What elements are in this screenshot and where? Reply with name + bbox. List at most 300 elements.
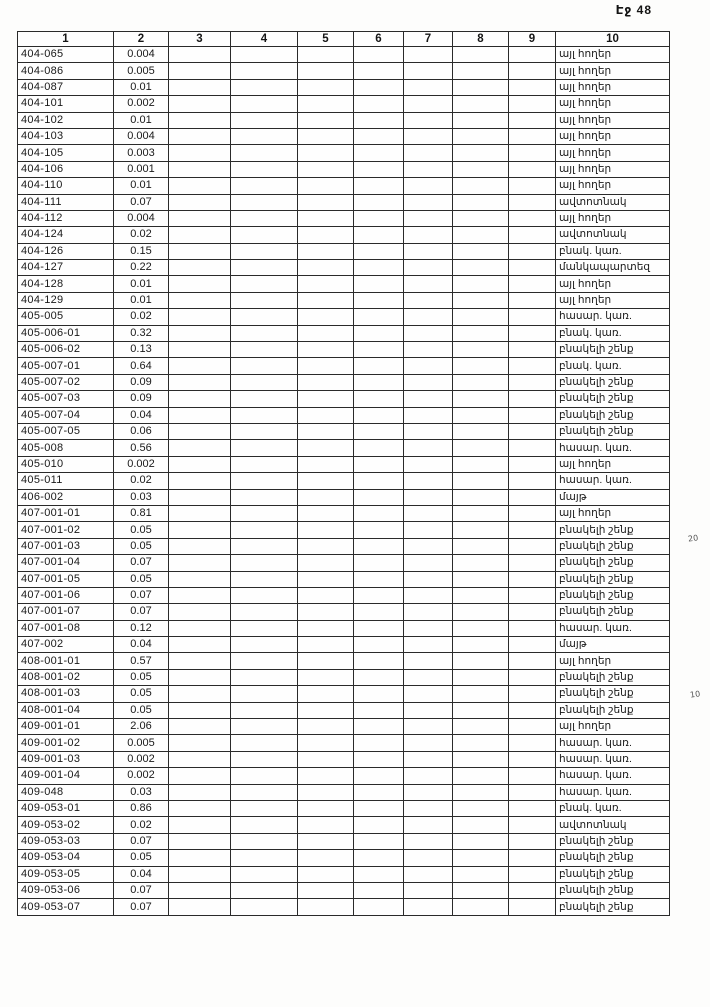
empty-cell — [509, 161, 556, 177]
empty-cell — [404, 374, 453, 390]
parcel-code-cell: 404-087 — [18, 79, 114, 95]
handwritten-margin-note: 20 — [687, 533, 699, 544]
empty-cell — [231, 161, 298, 177]
empty-cell — [169, 522, 231, 538]
land-use-category-cell: հասար. կառ. — [556, 735, 670, 751]
area-value-cell: 0.05 — [114, 702, 169, 718]
empty-cell — [169, 112, 231, 128]
empty-cell — [453, 374, 509, 390]
empty-cell — [231, 620, 298, 636]
table-header-row — [18, 32, 670, 47]
empty-cell — [509, 243, 556, 259]
empty-cell — [453, 210, 509, 226]
empty-cell — [453, 604, 509, 620]
table-row — [18, 276, 670, 292]
empty-cell — [298, 571, 354, 587]
empty-cell — [354, 555, 404, 571]
empty-cell — [453, 96, 509, 112]
area-value-cell: 0.005 — [114, 735, 169, 751]
parcel-code-cell: 407-001-05 — [18, 571, 114, 587]
empty-cell — [404, 473, 453, 489]
empty-cell — [509, 899, 556, 915]
empty-cell — [453, 538, 509, 554]
empty-cell — [354, 817, 404, 833]
empty-cell — [231, 702, 298, 718]
land-use-category-cell: ավտոտնակ — [556, 817, 670, 833]
empty-cell — [509, 489, 556, 505]
empty-cell — [453, 800, 509, 816]
empty-cell — [453, 735, 509, 751]
empty-cell — [404, 407, 453, 423]
parcel-code-cell: 407-001-08 — [18, 620, 114, 636]
empty-cell — [509, 391, 556, 407]
parcel-code-cell: 404-111 — [18, 194, 114, 210]
empty-cell — [509, 882, 556, 898]
empty-cell — [404, 587, 453, 603]
empty-cell — [231, 112, 298, 128]
parcel-code-cell: 405-011 — [18, 473, 114, 489]
land-use-category-cell: բնակելի շենք — [556, 882, 670, 898]
empty-cell — [404, 161, 453, 177]
empty-cell — [298, 63, 354, 79]
empty-cell — [298, 194, 354, 210]
land-use-category-cell: բնակելի շենք — [556, 391, 670, 407]
empty-cell — [354, 604, 404, 620]
empty-cell — [298, 702, 354, 718]
parcel-code-cell: 409-053-05 — [18, 866, 114, 882]
empty-cell — [509, 587, 556, 603]
empty-cell — [298, 751, 354, 767]
table-row — [18, 79, 670, 95]
empty-cell — [298, 47, 354, 63]
parcel-code-cell: 407-001-07 — [18, 604, 114, 620]
table-row — [18, 751, 670, 767]
land-use-category-cell: բնակելի շենք — [556, 850, 670, 866]
empty-cell — [298, 653, 354, 669]
empty-cell — [453, 145, 509, 161]
empty-cell — [404, 276, 453, 292]
parcel-code-cell: 405-007-04 — [18, 407, 114, 423]
parcel-code-cell: 408-001-02 — [18, 669, 114, 685]
empty-cell — [169, 243, 231, 259]
empty-cell — [354, 833, 404, 849]
land-use-category-cell: հասար. կառ. — [556, 768, 670, 784]
empty-cell — [453, 47, 509, 63]
empty-cell — [509, 79, 556, 95]
empty-cell — [453, 882, 509, 898]
table-row — [18, 243, 670, 259]
empty-cell — [169, 391, 231, 407]
empty-cell — [453, 768, 509, 784]
parcel-code-cell: 404-105 — [18, 145, 114, 161]
column-header: 1 — [18, 32, 114, 47]
empty-cell — [169, 473, 231, 489]
empty-cell — [404, 128, 453, 144]
empty-cell — [169, 358, 231, 374]
land-use-category-cell: մայթ — [556, 637, 670, 653]
table-row — [18, 850, 670, 866]
table-row — [18, 309, 670, 325]
empty-cell — [231, 784, 298, 800]
area-value-cell: 0.06 — [114, 423, 169, 439]
land-use-category-cell: այլ հողեր — [556, 63, 670, 79]
empty-cell — [509, 866, 556, 882]
empty-cell — [354, 161, 404, 177]
land-use-category-cell: բնակելի շենք — [556, 538, 670, 554]
empty-cell — [231, 850, 298, 866]
empty-cell — [509, 260, 556, 276]
area-value-cell: 0.04 — [114, 637, 169, 653]
parcel-code-cell: 409-048 — [18, 784, 114, 800]
area-value-cell: 0.05 — [114, 571, 169, 587]
empty-cell — [231, 276, 298, 292]
empty-cell — [404, 882, 453, 898]
empty-cell — [354, 276, 404, 292]
land-use-category-cell: ավտոտնակ — [556, 227, 670, 243]
empty-cell — [354, 227, 404, 243]
empty-cell — [509, 227, 556, 243]
table-row — [18, 702, 670, 718]
empty-cell — [453, 522, 509, 538]
land-use-category-cell: բնակելի շենք — [556, 899, 670, 915]
table-row — [18, 128, 670, 144]
empty-cell — [231, 489, 298, 505]
area-value-cell: 0.07 — [114, 587, 169, 603]
parcel-code-cell: 409-053-07 — [18, 899, 114, 915]
parcel-code-cell: 409-001-01 — [18, 719, 114, 735]
empty-cell — [354, 587, 404, 603]
table-row — [18, 63, 670, 79]
land-use-category-cell: բնակելի շենք — [556, 423, 670, 439]
empty-cell — [354, 112, 404, 128]
empty-cell — [298, 899, 354, 915]
parcel-code-cell: 407-001-04 — [18, 555, 114, 571]
table-row — [18, 96, 670, 112]
empty-cell — [231, 325, 298, 341]
land-use-category-cell: այլ հողեր — [556, 653, 670, 669]
empty-cell — [231, 882, 298, 898]
empty-cell — [298, 735, 354, 751]
table-row — [18, 669, 670, 685]
empty-cell — [169, 79, 231, 95]
parcel-code-cell: 404-103 — [18, 128, 114, 144]
empty-cell — [231, 292, 298, 308]
empty-cell — [231, 210, 298, 226]
empty-cell — [354, 571, 404, 587]
empty-cell — [169, 161, 231, 177]
area-value-cell: 0.002 — [114, 456, 169, 472]
empty-cell — [298, 538, 354, 554]
empty-cell — [453, 866, 509, 882]
empty-cell — [169, 276, 231, 292]
table-row — [18, 784, 670, 800]
empty-cell — [404, 620, 453, 636]
table-row — [18, 620, 670, 636]
empty-cell — [354, 440, 404, 456]
empty-cell — [298, 358, 354, 374]
empty-cell — [453, 587, 509, 603]
empty-cell — [231, 768, 298, 784]
empty-cell — [169, 210, 231, 226]
parcel-code-cell: 409-053-01 — [18, 800, 114, 816]
empty-cell — [169, 719, 231, 735]
area-value-cell: 0.02 — [114, 227, 169, 243]
empty-cell — [453, 260, 509, 276]
land-use-category-cell: այլ հողեր — [556, 276, 670, 292]
empty-cell — [354, 866, 404, 882]
empty-cell — [404, 342, 453, 358]
empty-cell — [169, 800, 231, 816]
area-value-cell: 0.05 — [114, 686, 169, 702]
empty-cell — [509, 178, 556, 194]
land-use-category-cell: այլ հողեր — [556, 505, 670, 521]
empty-cell — [354, 47, 404, 63]
parcel-code-cell: 409-001-04 — [18, 768, 114, 784]
parcel-code-cell: 404-102 — [18, 112, 114, 128]
empty-cell — [509, 850, 556, 866]
empty-cell — [231, 243, 298, 259]
empty-cell — [354, 719, 404, 735]
empty-cell — [509, 407, 556, 423]
column-header: 10 — [556, 32, 670, 47]
empty-cell — [354, 784, 404, 800]
empty-cell — [231, 456, 298, 472]
area-value-cell: 0.002 — [114, 768, 169, 784]
land-use-category-cell: բնակ. կառ. — [556, 325, 670, 341]
table-row — [18, 342, 670, 358]
table-row — [18, 538, 670, 554]
parcel-code-cell: 409-053-03 — [18, 833, 114, 849]
empty-cell — [169, 489, 231, 505]
land-use-category-cell: հասար. կառ. — [556, 751, 670, 767]
land-use-category-cell: բնակելի շենք — [556, 571, 670, 587]
parcel-code-cell: 405-005 — [18, 309, 114, 325]
empty-cell — [169, 538, 231, 554]
empty-cell — [404, 178, 453, 194]
empty-cell — [298, 210, 354, 226]
empty-cell — [509, 653, 556, 669]
area-value-cell: 0.002 — [114, 751, 169, 767]
area-value-cell: 0.05 — [114, 669, 169, 685]
area-value-cell: 0.57 — [114, 653, 169, 669]
empty-cell — [509, 210, 556, 226]
land-use-category-cell: բնակելի շենք — [556, 555, 670, 571]
empty-cell — [404, 866, 453, 882]
empty-cell — [169, 604, 231, 620]
table-row — [18, 735, 670, 751]
land-use-category-cell: հասար. կառ. — [556, 784, 670, 800]
empty-cell — [298, 128, 354, 144]
empty-cell — [404, 604, 453, 620]
column-header: 7 — [404, 32, 453, 47]
empty-cell — [509, 358, 556, 374]
empty-cell — [509, 817, 556, 833]
empty-cell — [453, 555, 509, 571]
empty-cell — [298, 374, 354, 390]
empty-cell — [453, 456, 509, 472]
empty-cell — [453, 505, 509, 521]
land-use-category-cell: հասար. կառ. — [556, 440, 670, 456]
empty-cell — [169, 47, 231, 63]
land-use-category-cell: ավտոտնակ — [556, 194, 670, 210]
table-row — [18, 522, 670, 538]
empty-cell — [509, 686, 556, 702]
empty-cell — [509, 96, 556, 112]
empty-cell — [298, 555, 354, 571]
area-value-cell: 0.04 — [114, 407, 169, 423]
land-use-category-cell: բնակելի շենք — [556, 587, 670, 603]
empty-cell — [354, 735, 404, 751]
empty-cell — [169, 784, 231, 800]
parcel-code-cell: 405-006-01 — [18, 325, 114, 341]
land-use-category-cell: հասար. կառ. — [556, 309, 670, 325]
parcel-code-cell: 407-001-02 — [18, 522, 114, 538]
empty-cell — [354, 850, 404, 866]
empty-cell — [169, 637, 231, 653]
empty-cell — [354, 653, 404, 669]
parcel-code-cell: 404-101 — [18, 96, 114, 112]
table-row — [18, 440, 670, 456]
empty-cell — [169, 456, 231, 472]
empty-cell — [509, 571, 556, 587]
empty-cell — [169, 702, 231, 718]
empty-cell — [169, 669, 231, 685]
empty-cell — [404, 227, 453, 243]
parcel-code-cell: 404-086 — [18, 63, 114, 79]
table-row — [18, 800, 670, 816]
empty-cell — [509, 833, 556, 849]
empty-cell — [404, 194, 453, 210]
empty-cell — [354, 342, 404, 358]
land-use-category-cell: այլ հողեր — [556, 112, 670, 128]
area-value-cell: 0.004 — [114, 47, 169, 63]
empty-cell — [509, 768, 556, 784]
empty-cell — [354, 292, 404, 308]
area-value-cell: 0.02 — [114, 309, 169, 325]
land-use-category-cell: բնակելի շենք — [556, 866, 670, 882]
empty-cell — [354, 686, 404, 702]
column-header: 9 — [509, 32, 556, 47]
empty-cell — [453, 194, 509, 210]
empty-cell — [453, 342, 509, 358]
empty-cell — [169, 407, 231, 423]
area-value-cell: 0.001 — [114, 161, 169, 177]
table-row — [18, 407, 670, 423]
empty-cell — [354, 243, 404, 259]
empty-cell — [169, 309, 231, 325]
empty-cell — [354, 358, 404, 374]
area-value-cell: 0.07 — [114, 899, 169, 915]
empty-cell — [298, 833, 354, 849]
empty-cell — [298, 620, 354, 636]
empty-cell — [453, 686, 509, 702]
empty-cell — [169, 63, 231, 79]
area-value-cell: 0.12 — [114, 620, 169, 636]
parcel-code-cell: 405-007-05 — [18, 423, 114, 439]
empty-cell — [404, 358, 453, 374]
empty-cell — [231, 719, 298, 735]
area-value-cell: 0.07 — [114, 604, 169, 620]
area-value-cell: 0.15 — [114, 243, 169, 259]
parcel-code-cell: 405-010 — [18, 456, 114, 472]
area-value-cell: 0.05 — [114, 850, 169, 866]
land-use-category-cell: բնակելի շենք — [556, 522, 670, 538]
empty-cell — [354, 505, 404, 521]
empty-cell — [354, 325, 404, 341]
empty-cell — [298, 276, 354, 292]
empty-cell — [298, 800, 354, 816]
empty-cell — [169, 96, 231, 112]
table-row — [18, 473, 670, 489]
area-value-cell: 0.03 — [114, 784, 169, 800]
empty-cell — [354, 522, 404, 538]
parcel-code-cell: 409-001-02 — [18, 735, 114, 751]
empty-cell — [354, 751, 404, 767]
empty-cell — [509, 538, 556, 554]
parcel-code-cell: 407-001-06 — [18, 587, 114, 603]
empty-cell — [354, 194, 404, 210]
empty-cell — [404, 784, 453, 800]
empty-cell — [231, 391, 298, 407]
empty-cell — [354, 309, 404, 325]
empty-cell — [231, 358, 298, 374]
empty-cell — [354, 800, 404, 816]
empty-cell — [169, 587, 231, 603]
table-row — [18, 423, 670, 439]
empty-cell — [231, 505, 298, 521]
land-use-category-cell: այլ հողեր — [556, 456, 670, 472]
area-value-cell: 0.64 — [114, 358, 169, 374]
parcel-code-cell: 405-007-01 — [18, 358, 114, 374]
empty-cell — [404, 456, 453, 472]
empty-cell — [509, 456, 556, 472]
parcel-code-cell: 404-124 — [18, 227, 114, 243]
empty-cell — [509, 325, 556, 341]
empty-cell — [298, 784, 354, 800]
empty-cell — [298, 243, 354, 259]
empty-cell — [169, 882, 231, 898]
empty-cell — [354, 210, 404, 226]
empty-cell — [298, 505, 354, 521]
area-value-cell: 0.002 — [114, 96, 169, 112]
empty-cell — [509, 702, 556, 718]
empty-cell — [453, 817, 509, 833]
area-value-cell: 0.004 — [114, 128, 169, 144]
land-use-category-cell: այլ հողեր — [556, 79, 670, 95]
empty-cell — [453, 571, 509, 587]
empty-cell — [298, 309, 354, 325]
empty-cell — [404, 325, 453, 341]
empty-cell — [453, 751, 509, 767]
table-row — [18, 505, 670, 521]
empty-cell — [169, 178, 231, 194]
table-row — [18, 604, 670, 620]
empty-cell — [453, 702, 509, 718]
parcel-code-cell: 408-001-04 — [18, 702, 114, 718]
parcel-code-cell: 406-002 — [18, 489, 114, 505]
empty-cell — [404, 702, 453, 718]
empty-cell — [231, 555, 298, 571]
empty-cell — [298, 342, 354, 358]
empty-cell — [453, 325, 509, 341]
empty-cell — [231, 309, 298, 325]
empty-cell — [404, 719, 453, 735]
parcel-code-cell: 409-001-03 — [18, 751, 114, 767]
empty-cell — [509, 342, 556, 358]
land-use-category-cell: այլ հողեր — [556, 210, 670, 226]
table-row — [18, 571, 670, 587]
empty-cell — [453, 407, 509, 423]
